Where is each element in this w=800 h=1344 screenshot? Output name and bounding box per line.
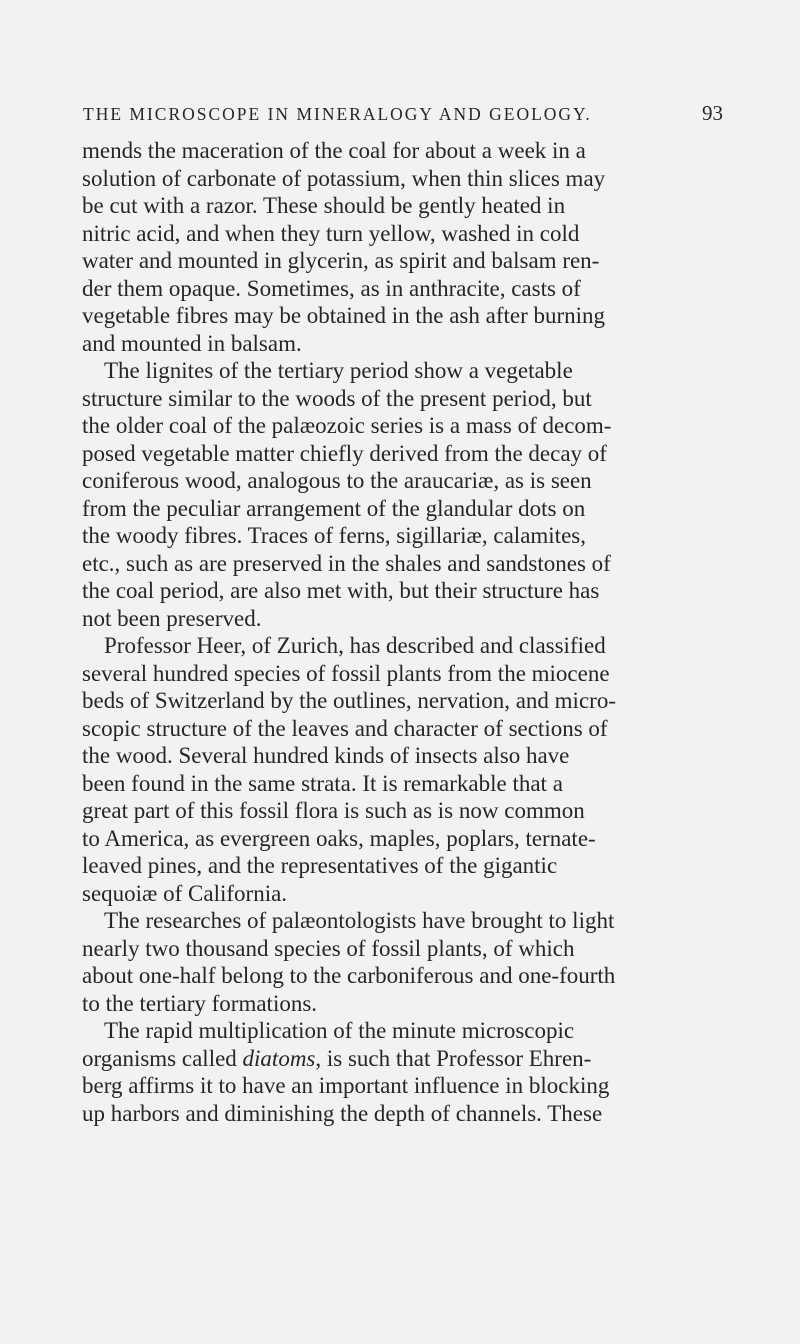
text-line: Professor Heer, of Zurich, has described and classified [104,633,606,658]
text-line: mends the maceration of the coal for about a week in a [82,138,586,163]
text-line: several hundred species of fossil plants from the miocene [82,660,610,686]
text-segment: organisms called [82,1045,243,1071]
text-line: and mounted in balsam. [82,330,302,356]
text-line: The researches of palæontologists have brought to light [104,908,615,933]
text-line: about one-half belong to the carboniferous and one-fourth [82,963,616,988]
text-line: nitric acid, and when they turn yellow, washed in cold [82,220,580,246]
page-number: 93 [702,101,723,125]
body-text [82,137,732,1127]
italic-term: diatoms [242,1045,316,1071]
text-line: The lignites of the tertiary period show a vegetable [104,358,573,383]
text-line: water and mounted in glycerin, as spirit and balsam ren- [82,248,600,273]
text-line: from the peculiar arrangement of the glandular dots on [82,495,586,521]
text-line: coniferous wood, analogous to the araucariæ, as is seen [82,468,592,493]
text-line: be cut with a razor. These should be gently heated in [82,193,566,218]
text-line: to the tertiary formations. [82,990,318,1016]
text-line: the woody fibres. Traces of ferns, sigillariæ, calamites, [82,523,586,548]
running-head: THE MICROSCOPE IN MINERALOGY AND GEOLOGY. [83,104,592,124]
page-header [83,101,723,131]
text-line: The rapid multiplication of the minute microscopic [104,1018,575,1043]
text-line: up harbors and diminishing the depth of channels. These [82,1100,603,1126]
text-line: not been preserved. [82,605,262,631]
text-line: vegetable fibres may be obtained in the ash after burning [82,303,606,328]
text-line: to America, as evergreen oaks, maples, poplars, ternate- [82,825,596,851]
text-line: been found in the same strata. It is remarkable that a [82,770,563,796]
text-line: the coal period, are also met with, but their structure has [82,578,600,603]
text-line [82,1045,732,1073]
text-line: leaved pines, and the representatives of the gigantic [82,853,558,878]
text-segment: , is such that Professor Ehren- [315,1045,592,1071]
text-line: sequoiæ of California. [82,880,288,906]
text-line: posed vegetable matter chiefly derived from the decay of [82,440,607,466]
text-line: the wood. Several hundred kinds of insects also have [82,743,570,768]
text-line: structure similar to the woods of the present period, but [82,385,592,411]
text-line: solution of carbonate of potassium, when thin slices may [82,165,606,191]
text-line: beds of Switzerland by the outlines, nervation, and micro- [82,688,616,713]
text-line: berg affirms it to have an important influence in blocking [82,1073,610,1098]
text-line: scopic structure of the leaves and character of sections of [82,715,608,741]
text-line: nearly two thousand species of fossil plants, of which [82,935,575,961]
text-line: the older coal of the palæozoic series is a mass of decom- [82,413,612,438]
text-line: der them opaque. Sometimes, as in anthracite, casts of [82,275,581,301]
text-line: great part of this fossil flora is such as is now common [82,798,585,823]
text-line: etc., such as are preserved in the shales and sandstones of [82,550,611,576]
